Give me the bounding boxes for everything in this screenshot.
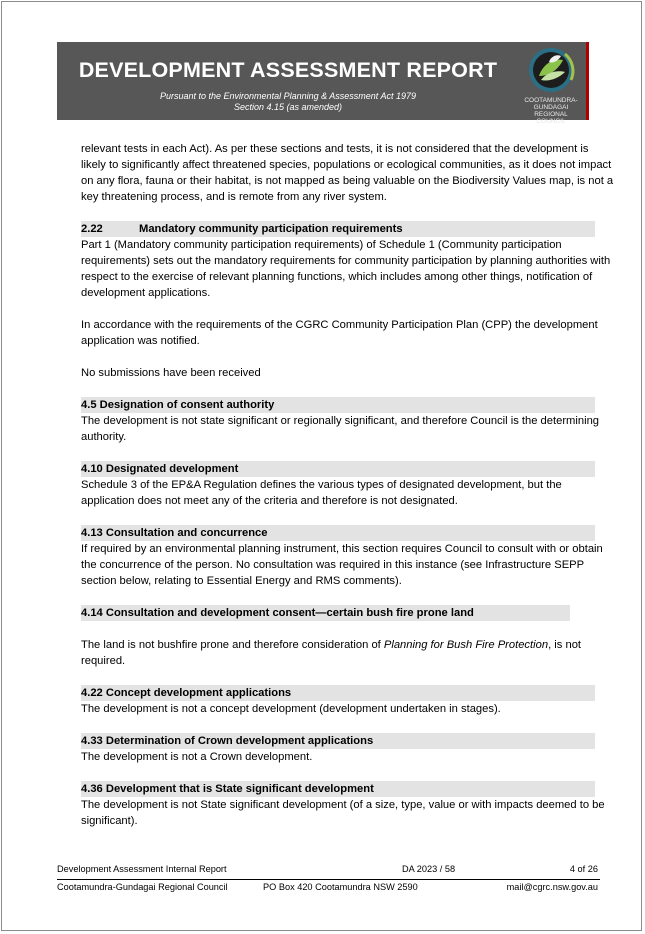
section-heading-4-14: 4.14 Consultation and development consent—certain bush fire prone land	[81, 605, 570, 621]
report-body	[81, 141, 616, 829]
footer-report-name: Development Assessment Internal Report	[57, 864, 227, 874]
section-heading-4-13: 4.13 Consultation and concurrence	[81, 525, 595, 541]
report-header-banner	[57, 42, 589, 125]
intro-paragraph: relevant tests in each Act). As per these sections and tests, it is not considered that the development is likely to significantly affect threatened species, populations or ecological communities, as it does not impact on any flora, fauna or their habitat, is not mapped as being valuable on the Biodiversity Values map, is not a key threatening process, and is remote from any river system.	[81, 143, 614, 203]
section-heading-2-22: 2.22 Mandatory community participation requirements	[81, 221, 595, 237]
section-heading-4-5: 4.5 Designation of consent authority	[81, 397, 595, 413]
footer-page-number: 4 of 26	[569, 864, 598, 874]
section-4-10-body: Schedule 3 of the EP&A Regulation defines the various types of designated development, but the application does not meet any of the criteria and therefore is not designated.	[81, 479, 562, 507]
section-2-22-paragraph-2: In accordance with the requirements of the CGRC Community Participation Plan (CPP) the development application was notified.	[81, 319, 598, 347]
section-4-36-body: The development is not State significant development (of a size, type, value or with impacts deemed to be significant).	[81, 799, 605, 827]
footer-da-number: DA 2023 / 58	[402, 864, 456, 874]
document-page	[1, 1, 642, 931]
section-heading-4-22: 4.22 Concept development applications	[81, 685, 595, 701]
report-subtitle-act: Pursuant to the Environmental Planning & Assessment Act 1979	[160, 91, 416, 101]
publication-title: Planning for Bush Fire Protection	[383, 639, 549, 651]
section-heading-4-33: 4.33 Determination of Crown development applications	[81, 733, 595, 749]
report-subtitle-section: Section 4.15 (as amended)	[233, 102, 343, 112]
footer-line-1	[57, 864, 600, 880]
section-heading-4-36: 4.36 Development that is State significant development	[81, 781, 595, 797]
section-4-13-body: If required by an environmental planning instrument, this section requires Council to consult with or obtain the concurrence of the person. No consultation was required in this instance (see Infrastructure SEPP section below, relating to Essential Energy and RMS comments).	[81, 543, 603, 587]
footer-address: PO Box 420 Cootamundra NSW 2590	[263, 882, 418, 892]
report-title: DEVELOPMENT ASSESSMENT REPORT	[78, 58, 498, 82]
section-4-22-body: The development is not a concept development (development undertaken in stages).	[81, 703, 501, 715]
section-4-14-body: The land is not bushfire prone and therefore consideration of Planning for Bush Fire Protection, is not required.	[81, 639, 582, 667]
council-logo-text: COOTAMUNDRA- GUNDAGAI REGIONAL COUNCIL	[524, 97, 578, 125]
section-2-22-paragraph-1: Part 1 (Mandatory community participation requirements) of Schedule 1 (Community participation requirements) sets out the mandatory requirements for community participation by planning authorities with respect to the exercise of relevant planning functions, which includes among other things, notification of development applications.	[81, 239, 611, 299]
section-4-33-body: The development is not a Crown development.	[81, 751, 313, 763]
section-4-5-body: The development is not state significant or regionally significant, and therefore Council is the determining authority.	[81, 415, 600, 443]
footer-council-name: Cootamundra-Gundagai Regional Council	[57, 882, 228, 892]
section-2-22-paragraph-3: No submissions have been received	[81, 367, 261, 379]
footer-email: mail@cgrc.nsw.gov.au	[506, 882, 598, 892]
section-heading-4-10: 4.10 Designated development	[81, 461, 595, 477]
